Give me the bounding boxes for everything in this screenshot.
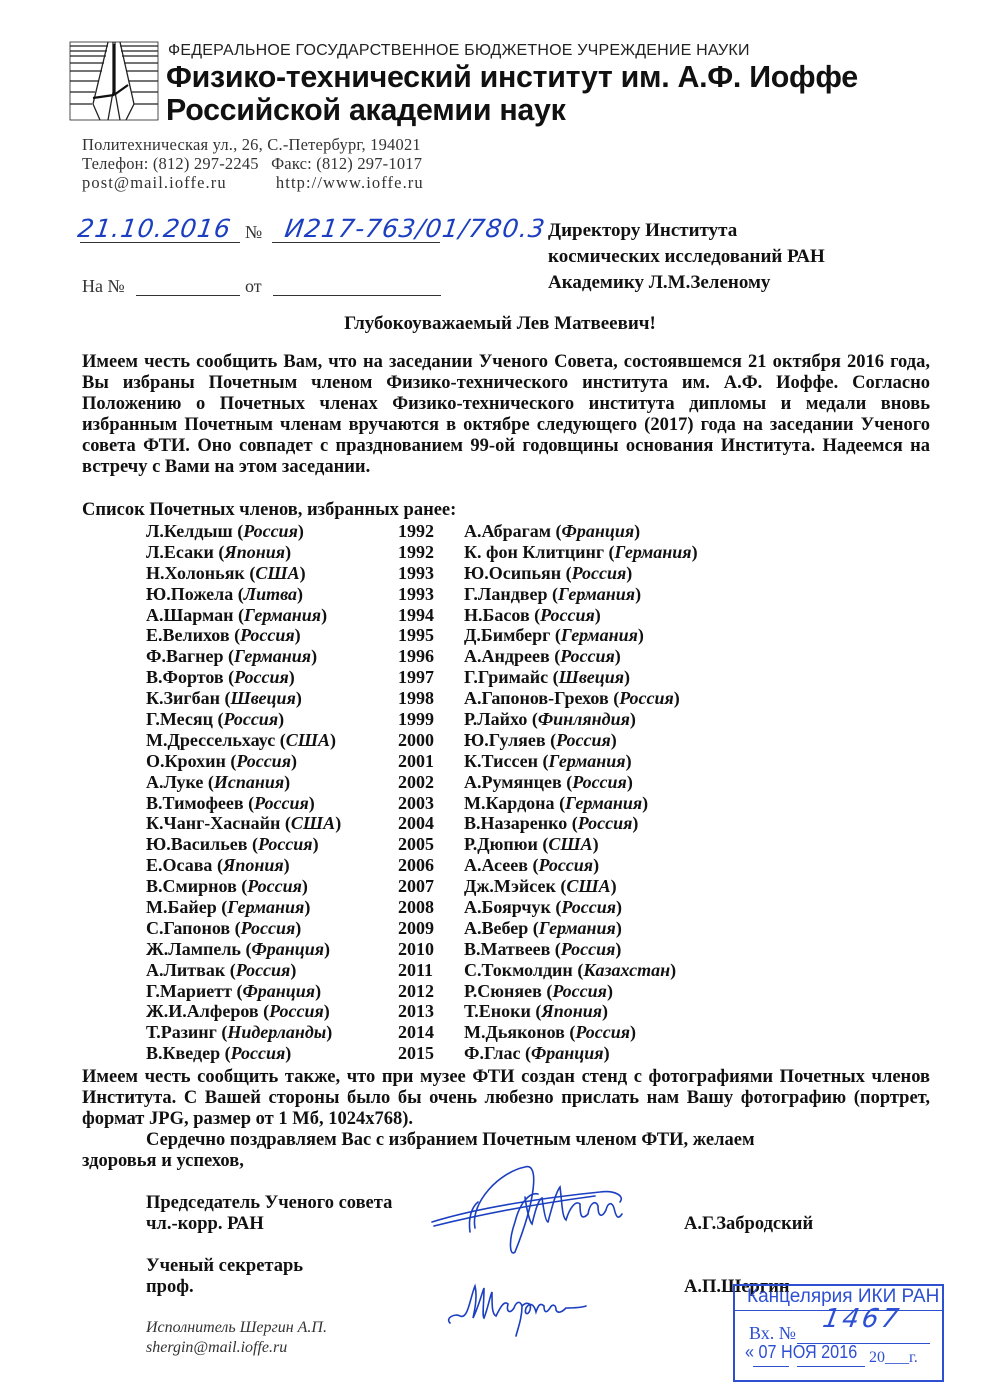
member-right-country: Россия	[560, 646, 615, 667]
member-year: 2011	[398, 959, 434, 980]
congrats-line1: Сердечно поздравляем Вас с избранием Почетным членом ФТИ, желаем	[146, 1130, 755, 1150]
member-right: А.Асеев (Россия)	[464, 855, 600, 876]
member-left: Ю.Васильев (Россия)	[146, 834, 319, 855]
reply-number-field	[136, 295, 240, 296]
addressee-line3: Академику Л.М.Зеленому	[548, 272, 771, 293]
member-left-country: Россия	[240, 917, 296, 938]
member-left: А.Шарман (Германия)	[146, 604, 328, 625]
member-right: А.Андреев (Россия)	[464, 646, 621, 667]
member-right-country: Казахстан	[583, 959, 671, 980]
member-row	[146, 918, 766, 939]
member-left: Ю.Пожела (Литва)	[146, 583, 304, 604]
member-left: Е.Велихов (Россия)	[146, 625, 301, 646]
secretary-title-line2: проф.	[146, 1277, 194, 1297]
member-right-country: Германия	[548, 750, 626, 771]
member-left-name: О.Крохин	[146, 750, 226, 771]
member-right-country: Швеция	[558, 667, 624, 688]
member-left-country: Испания	[213, 771, 285, 792]
member-left-name: М.Байер	[146, 897, 217, 918]
member-left-country: Германия	[244, 604, 322, 625]
member-left-name: Л.Есаки	[146, 541, 214, 562]
member-right: Д.Бимберг (Германия)	[464, 625, 644, 646]
member-left: В.Смирнов (Россия)	[146, 876, 308, 897]
member-left-country: Россия	[269, 1001, 324, 1022]
member-year: 2008	[398, 897, 434, 918]
member-right-country: Россия	[561, 897, 616, 918]
member-year: 2000	[398, 729, 434, 750]
member-right: Г.Гримайс (Швеция)	[464, 667, 630, 688]
member-right-country: Германия	[614, 541, 692, 562]
secretary-signature-icon	[440, 1278, 590, 1338]
member-left-country: Россия	[240, 625, 295, 646]
member-year: 2005	[398, 834, 434, 855]
member-row	[146, 897, 766, 918]
member-left-name: Н.Холоньяк	[146, 562, 245, 583]
phone: Телефон: (812) 297-2245	[82, 154, 259, 173]
member-left-name: Ж.Лампель	[146, 938, 241, 959]
stamp-month-line	[797, 1366, 865, 1367]
member-year: 2004	[398, 813, 434, 834]
member-right-country: Россия	[571, 562, 627, 583]
reply-date-field	[273, 295, 441, 296]
member-row	[146, 688, 766, 709]
member-right-name: Т.Еноки	[464, 1001, 531, 1022]
member-left-country: Германия	[227, 897, 305, 918]
member-right: К.Тиссен (Германия)	[464, 750, 632, 771]
contact-phones	[82, 154, 422, 174]
member-left-country: Россия	[223, 709, 279, 730]
member-left-name: Ж.И.Алферов	[146, 1001, 259, 1022]
secretary-name: А.П.Шергин	[684, 1277, 790, 1297]
member-right-name: Ф.Глас	[464, 1043, 521, 1064]
member-left-name: В.Фортов	[146, 667, 224, 688]
member-left-name: М.Дрессельхаус	[146, 729, 276, 750]
member-right: А.Гапонов-Грехов (Россия)	[464, 688, 680, 709]
member-right-name: А.Абрагам	[464, 521, 552, 541]
member-right-name: Д.Бимберг	[464, 625, 551, 646]
member-left-country: Россия	[236, 750, 291, 771]
member-right-country: Россия	[572, 771, 627, 792]
member-left-country: Россия	[234, 667, 289, 688]
member-left-name: В.Смирнов	[146, 876, 237, 897]
member-right-name: В.Назаренко	[464, 813, 568, 834]
congrats-line2: здоровья и успехов,	[82, 1151, 244, 1171]
member-left: Л.Есаки (Япония)	[146, 541, 292, 562]
member-left: Ф.Вагнер (Германия)	[146, 646, 318, 667]
member-right-country: Россия	[552, 980, 607, 1001]
member-right: Г.Ландвер (Германия)	[464, 583, 642, 604]
member-left-name: А.Шарман	[146, 604, 234, 625]
member-right: В.Назаренко (Россия)	[464, 813, 639, 834]
member-row	[146, 876, 766, 897]
member-left: Н.Холоньяк (США)	[146, 562, 306, 583]
member-row	[146, 1043, 766, 1064]
member-row	[146, 667, 766, 688]
member-right: С.Токмолдин (Казахстан)	[464, 959, 677, 980]
member-right-name: А.Гапонов-Грехов	[464, 688, 609, 709]
member-right-name: К.Тиссен	[464, 750, 539, 771]
member-year: 1994	[398, 604, 434, 625]
stamp-year-suffix: 20___г.	[869, 1349, 918, 1366]
member-left-name: С.Гапонов	[146, 917, 231, 938]
member-left-name: В.Кведер	[146, 1043, 221, 1064]
member-right-country: Россия	[538, 855, 594, 876]
member-year: 1998	[398, 688, 434, 709]
member-right-name: Н.Басов	[464, 604, 530, 625]
from-label: от	[245, 276, 262, 296]
chair-title-line1: Председатель Ученого совета	[146, 1193, 393, 1213]
honorary-members-list	[146, 521, 766, 1064]
member-right: Р.Дюпюи (США)	[464, 834, 599, 855]
executor-name: Исполнитель Шергин А.П.	[146, 1319, 327, 1336]
chair-title-line2: чл.-корр. РАН	[146, 1214, 264, 1234]
institute-name: Физико-технический институт им. А.Ф. Иоффе	[166, 59, 858, 94]
member-year: 2003	[398, 792, 434, 813]
member-right-country: Россия	[556, 729, 611, 750]
member-right-country: США	[566, 876, 611, 897]
member-left-country: Россия	[243, 521, 298, 541]
member-left-name: В.Тимофеев	[146, 792, 244, 813]
member-row	[146, 813, 766, 834]
member-right-country: Россия	[577, 813, 633, 834]
member-left-name: Е.Осава	[146, 855, 213, 876]
member-right-name: М.Дьяконов	[464, 1022, 565, 1043]
member-left: С.Гапонов (Россия)	[146, 917, 302, 938]
addressee-line2: космических исследований РАН	[548, 246, 825, 267]
member-left-country: Литва	[243, 583, 298, 604]
member-row	[146, 1001, 766, 1022]
incoming-registration-stamp	[733, 1284, 944, 1382]
member-right-country: Россия	[619, 688, 674, 709]
member-year: 2015	[398, 1043, 434, 1064]
member-row	[146, 772, 766, 793]
addressee-line1: Директору Института	[548, 220, 738, 241]
member-left-name: Е.Велихов	[146, 625, 230, 646]
member-right: В.Матвеев (Россия)	[464, 938, 622, 959]
member-left: М.Байер (Германия)	[146, 897, 311, 918]
registration-date: 21.10.2016	[75, 214, 234, 243]
secretary-title	[146, 1256, 303, 1298]
member-left-name: Т.Разинг	[146, 1022, 217, 1043]
member-right-country: Финляндия	[537, 709, 630, 730]
stamp-title: Канцелярия ИКИ РАН	[747, 1286, 940, 1307]
member-right: Ю.Осипьян (Россия)	[464, 562, 633, 583]
member-row	[146, 855, 766, 876]
member-year: 2010	[398, 938, 434, 959]
member-left: К.Зигбан (Швеция)	[146, 688, 302, 709]
member-left-name: Г.Мариетт	[146, 980, 232, 1001]
member-right-country: Франция	[561, 521, 635, 541]
chair-name: А.Г.Забродский	[684, 1214, 814, 1234]
member-row	[146, 605, 766, 626]
member-row	[146, 981, 766, 1002]
member-right: А.Абрагам (Франция)	[464, 521, 641, 541]
member-left-country: Швеция	[230, 688, 296, 709]
member-row	[146, 730, 766, 751]
member-year: 1992	[398, 521, 434, 541]
date-underline	[80, 242, 240, 243]
member-right: Дж.Мэйсек (США)	[464, 876, 617, 897]
member-right-name: В.Матвеев	[464, 938, 551, 959]
member-year: 2014	[398, 1022, 434, 1043]
member-right-name: Р.Лайхо	[464, 709, 528, 730]
member-year: 1995	[398, 625, 434, 646]
member-row	[146, 625, 766, 646]
member-right: К. фон Клитцинг (Германия)	[464, 541, 698, 562]
member-right-name: А.Вебер	[464, 917, 529, 938]
institute-address: Политехническая ул., 26, С.-Петербург, 194021	[82, 135, 421, 154]
ioffe-institute-logo-icon	[68, 40, 160, 122]
email-link[interactable]: post@mail.ioffe.ru	[82, 173, 227, 192]
member-right-name: А.Андреев	[464, 646, 550, 667]
member-year: 1992	[398, 541, 434, 562]
member-left-country: США	[285, 729, 330, 750]
member-left-country: Россия	[230, 1043, 286, 1064]
member-right-country: США	[548, 834, 593, 855]
institute-name-line2: Российской академии наук	[166, 92, 566, 127]
member-left-country: Россия	[257, 834, 313, 855]
member-left: О.Крохин (Россия)	[146, 750, 297, 771]
member-left-name: К.Чанг-Хаснайн	[146, 813, 281, 834]
member-row	[146, 939, 766, 960]
member-right: Ю.Гуляев (Россия)	[464, 729, 617, 750]
member-right-country: Россия	[560, 938, 616, 959]
member-year: 1993	[398, 583, 434, 604]
chair-title	[146, 1193, 392, 1235]
member-left-country: Россия	[235, 959, 291, 980]
member-left: В.Тимофеев (Россия)	[146, 792, 315, 813]
member-right: Р.Сюняев (Россия)	[464, 980, 613, 1001]
member-right-name: Ю.Гуляев	[464, 729, 546, 750]
member-left: Ж.Лампель (Франция)	[146, 938, 331, 959]
chair-signature-icon	[430, 1162, 660, 1262]
member-right-name: А.Асеев	[464, 855, 528, 876]
member-left: Ж.И.Алферов (Россия)	[146, 1001, 330, 1022]
member-right: М.Кардона (Германия)	[464, 792, 649, 813]
member-left: Г.Месяц (Россия)	[146, 709, 285, 730]
member-row	[146, 751, 766, 772]
member-right-name: М.Кардона	[464, 792, 555, 813]
member-right-name: К. фон Клитцинг	[464, 541, 605, 562]
stamp-incoming-label: Вх. №	[749, 1323, 796, 1343]
member-year: 2007	[398, 876, 434, 897]
paragraph-announcement: Имеем честь сообщить Вам, что на заседании Ученого Совета, состоявшемся 21 октября 2016 года, Вы избраны Почетным членом Физико-технического института им. А.Ф. Иоффе. Согласно Положению о Почетных членах Физико-технического института дипломы и медали вновь избранным Почетным членам вручаются в октябре следующего (2017) года на заседании Ученого совета ФТИ. Оно совпадет с празднованием 99-ой годовщины основания Института. Надеемся на встречу с Вами на этом заседании.	[82, 352, 930, 477]
org-type: ФЕДЕРАЛЬНОЕ ГОСУДАРСТВЕННОЕ БЮДЖЕТНОЕ УЧРЕЖДЕНИЕ НАУКИ	[168, 42, 750, 59]
members-list-title: Список Почетных членов, избранных ранее:	[82, 500, 457, 520]
member-right: М.Дьяконов (Россия)	[464, 1022, 637, 1043]
member-left-country: Нидерланды	[227, 1022, 327, 1043]
member-left-country: Германия	[234, 646, 312, 667]
member-right: Т.Еноки (Япония)	[464, 1001, 609, 1022]
paragraph-photo-request: Имеем честь сообщить также, что при музее ФТИ создан стенд с фотографиями Почетных членов Института. С Вашей стороны было бы очень любезно прислать нам Вашу фотографию (портрет, формат JPG, размер от 1 Мб, 1024x768).	[82, 1067, 930, 1129]
member-right-name: Р.Дюпюи	[464, 834, 538, 855]
fax: Факс: (812) 297-1017	[271, 154, 423, 173]
member-left: Г.Мариетт (Франция)	[146, 980, 322, 1001]
member-left-country: США	[290, 813, 336, 834]
member-left: М.Дрессельхаус (США)	[146, 729, 336, 750]
member-row	[146, 521, 766, 542]
executor-block	[146, 1318, 327, 1358]
member-row	[146, 646, 766, 667]
member-row	[146, 834, 766, 855]
member-row	[146, 542, 766, 563]
member-year: 2009	[398, 917, 434, 938]
website-link[interactable]: http://www.ioffe.ru	[275, 173, 424, 192]
member-left-country: Япония	[224, 541, 286, 562]
member-left: В.Кведер (Россия)	[146, 1043, 292, 1064]
member-left-country: Россия	[254, 792, 309, 813]
member-year: 1999	[398, 709, 434, 730]
member-right-name: Г.Гримайс	[464, 667, 549, 688]
member-left-name: Г.Месяц	[146, 709, 213, 730]
member-row	[146, 793, 766, 814]
member-left-name: А.Луке	[146, 771, 204, 792]
member-left-name: Ф.Вагнер	[146, 646, 224, 667]
number-underline	[272, 242, 440, 243]
member-right: Н.Басов (Россия)	[464, 604, 601, 625]
member-left: Л.Келдыш (Россия)	[146, 521, 304, 541]
contact-web	[82, 173, 424, 193]
member-left: В.Фортов (Россия)	[146, 667, 295, 688]
member-left-name: Л.Келдыш	[146, 521, 233, 541]
member-right-country: Япония	[541, 1001, 603, 1022]
member-left-country: Франция	[251, 938, 325, 959]
member-left: К.Чанг-Хаснайн (США)	[146, 813, 342, 834]
member-right-name: Г.Ландвер	[464, 583, 548, 604]
member-right-country: Германия	[538, 917, 616, 938]
member-row	[146, 960, 766, 981]
addressee-block	[548, 218, 825, 296]
executor-email[interactable]: shergin@mail.ioffe.ru	[146, 1339, 288, 1356]
member-right-country: Франция	[530, 1043, 604, 1064]
member-right: А.Боярчук (Россия)	[464, 897, 622, 918]
member-row	[146, 584, 766, 605]
number-sign: №	[245, 222, 263, 242]
member-right: А.Вебер (Германия)	[464, 917, 622, 938]
member-right-country: Германия	[558, 583, 636, 604]
member-row	[146, 709, 766, 730]
member-left-country: Россия	[247, 876, 302, 897]
member-right-name: Ю.Осипьян	[464, 562, 562, 583]
secretary-title-line1: Ученый секретарь	[146, 1256, 304, 1276]
member-right-name: С.Токмолдин	[464, 959, 573, 980]
salutation: Глубокоуважаемый Лев Матвеевич!	[344, 313, 656, 334]
member-year: 1996	[398, 646, 434, 667]
member-year: 2012	[398, 980, 434, 1001]
registration-number: И217-763/01/780.3	[282, 214, 548, 243]
stamp-date: « 07 НОЯ 2016	[745, 1342, 858, 1362]
reply-to-label: На №	[82, 276, 125, 296]
member-year: 2006	[398, 855, 434, 876]
member-year: 2001	[398, 750, 434, 771]
member-right: А.Румянцев (Россия)	[464, 771, 633, 792]
member-year: 1997	[398, 667, 434, 688]
member-right-name: А.Боярчук	[464, 897, 551, 918]
member-right-name: Дж.Мэйсек	[464, 876, 556, 897]
member-right-country: Германия	[565, 792, 643, 813]
stamp-day-line	[753, 1366, 789, 1367]
member-left-country: Япония	[222, 855, 284, 876]
member-right: Ф.Глас (Франция)	[464, 1043, 610, 1064]
member-left-country: США	[255, 562, 300, 583]
member-right: Р.Лайхо (Финляндия)	[464, 709, 636, 730]
member-left: А.Луке (Испания)	[146, 771, 291, 792]
member-right-country: Германия	[560, 625, 638, 646]
member-right-country: Россия	[540, 604, 595, 625]
member-left: А.Литвак (Россия)	[146, 959, 297, 980]
member-row	[146, 1022, 766, 1043]
member-left: Е.Осава (Япония)	[146, 855, 290, 876]
member-right-name: Р.Сюняев	[464, 980, 542, 1001]
stamp-incoming-number: 1467	[820, 1304, 904, 1334]
member-left: Т.Разинг (Нидерланды)	[146, 1022, 333, 1043]
member-row	[146, 563, 766, 584]
member-year: 2002	[398, 771, 434, 792]
member-year: 2013	[398, 1001, 434, 1022]
member-left-name: К.Зигбан	[146, 688, 220, 709]
member-left-name: А.Литвак	[146, 959, 226, 980]
member-left-name: Ю.Пожела	[146, 583, 234, 604]
member-year: 1993	[398, 562, 434, 583]
member-right-country: Россия	[575, 1022, 631, 1043]
member-right-name: А.Румянцев	[464, 771, 562, 792]
member-left-name: Ю.Васильев	[146, 834, 248, 855]
member-left-country: Франция	[242, 980, 316, 1001]
